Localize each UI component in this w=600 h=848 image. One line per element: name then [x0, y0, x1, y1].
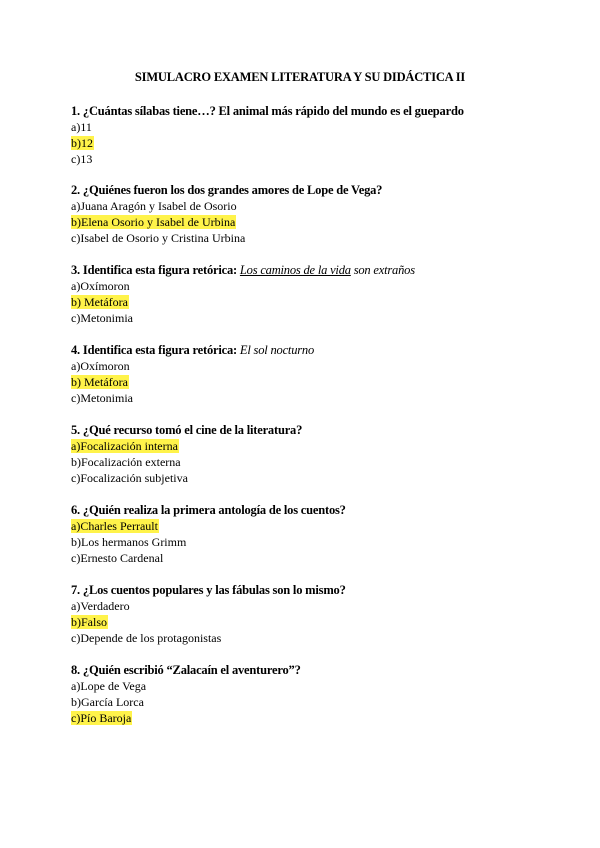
answer-option-b: b)Los hermanos Grimm: [71, 535, 187, 549]
answer-option-b-highlighted: b)Falso: [71, 615, 107, 629]
answer-option-a-highlighted: a)Charles Perrault: [71, 519, 158, 533]
question-prompt: 7. ¿Los cuentos populares y las fábulas son lo mismo?: [71, 583, 346, 597]
answer-option-c: c)13: [71, 152, 93, 166]
answer-option-c: c)Depende de los protagonistas: [71, 631, 222, 645]
question-prompt: 4. Identifica esta figura retórica: El sol nocturno: [71, 343, 315, 357]
question-prompt: 1. ¿Cuántas sílabas tiene…? El animal más rápido del mundo es el guepardo: [71, 104, 464, 118]
question-prompt: 8. ¿Quién escribió “Zalacaín el aventurero”?: [71, 663, 301, 677]
document-title: SIMULACRO EXAMEN LITERATURA Y SU DIDÁCTICA II: [134, 70, 466, 84]
question-8: [71, 662, 541, 726]
question-3: [71, 262, 541, 326]
answer-option-b: b)Focalización externa: [71, 455, 181, 469]
question-prompt: 3. Identifica esta figura retórica: Los caminos de la vida son extraños: [71, 263, 415, 277]
question-prompt: 2. ¿Quiénes fueron los dos grandes amores de Lope de Vega?: [71, 183, 383, 197]
answer-option-c: c)Metonimia: [71, 391, 133, 405]
rhetorical-figure-text: El sol nocturno: [239, 343, 315, 357]
question-6: [71, 502, 541, 566]
question-1: [71, 103, 541, 167]
question-7: [71, 582, 541, 646]
answer-option-a: a)11: [71, 120, 92, 134]
answer-option-a: a)Juana Aragón y Isabel de Osorio: [71, 199, 237, 213]
answer-option-b: b)García Lorca: [71, 695, 144, 709]
question-prompt: 6. ¿Quién realiza la primera antología de los cuentos?: [71, 503, 346, 517]
answer-option-c: c)Ernesto Cardenal: [71, 551, 164, 565]
answer-option-c: c)Metonimia: [71, 311, 133, 325]
answer-option-a: a)Lope de Vega: [71, 679, 147, 693]
answer-option-b-highlighted: b)Elena Osorio y Isabel de Urbina: [71, 215, 236, 229]
rhetorical-figure-text: Los caminos de la vida son extraños: [239, 263, 415, 277]
answer-option-a: a)Verdadero: [71, 599, 130, 613]
answer-option-b-highlighted: b)12: [71, 136, 93, 150]
answer-option-c: c)Isabel de Osorio y Cristina Urbina: [71, 231, 246, 245]
answer-option-c: c)Focalización subjetiva: [71, 471, 188, 485]
question-4: [71, 342, 541, 406]
answer-option-a: a)Oxímoron: [71, 359, 130, 373]
question-prompt: 5. ¿Qué recurso tomó el cine de la literatura?: [71, 423, 303, 437]
question-5: [71, 422, 541, 486]
answer-option-a-highlighted: a)Focalización interna: [71, 439, 178, 453]
question-2: [71, 182, 541, 246]
answer-option-a: a)Oxímoron: [71, 279, 130, 293]
answer-option-b-highlighted: b) Metáfora: [71, 295, 128, 309]
answer-option-c-highlighted: c)Pío Baroja: [71, 711, 132, 725]
answer-option-b-highlighted: b) Metáfora: [71, 375, 128, 389]
